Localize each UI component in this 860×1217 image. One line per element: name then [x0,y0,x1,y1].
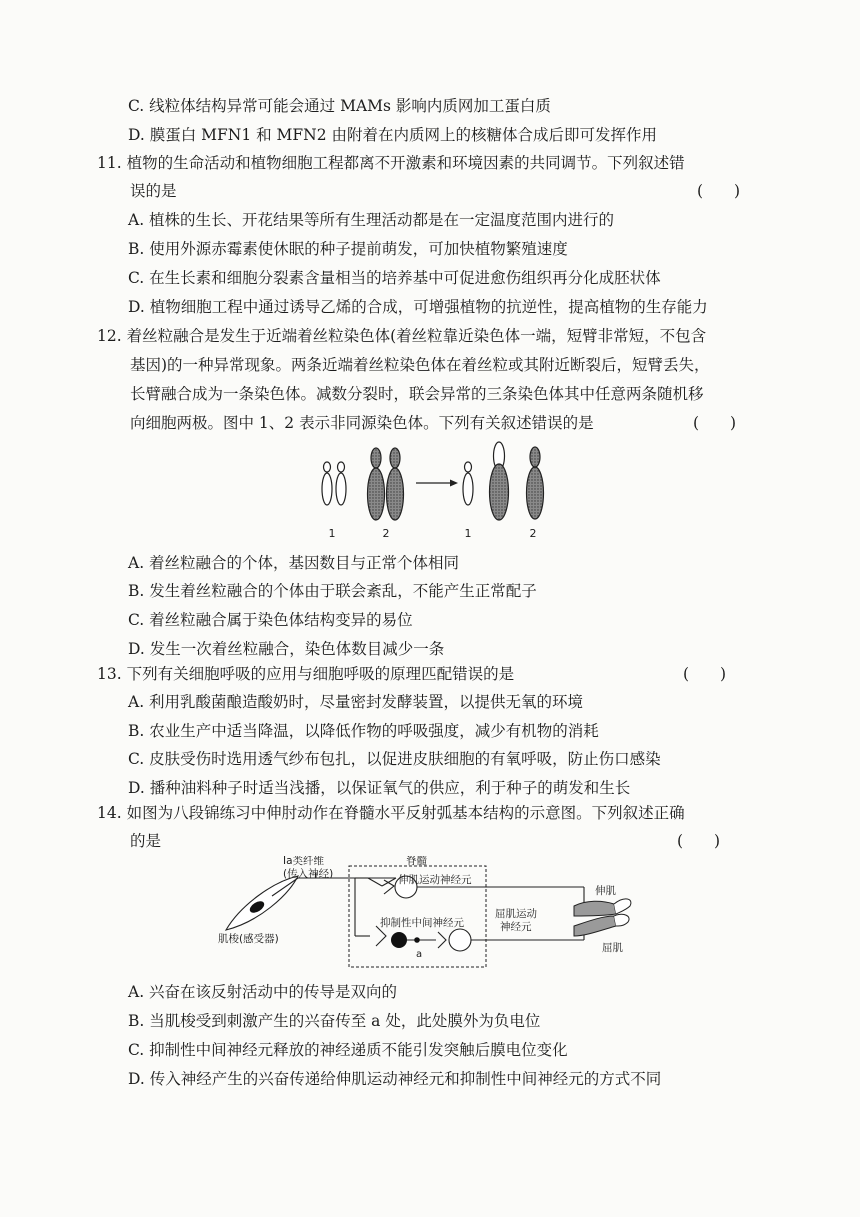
q12-option-b: B. 发生着丝粒融合的个体由于联会紊乱，不能产生正常配子 [128,582,537,600]
q14-stem-line1: 14. 如图为八段锦练习中伸肘动作在脊髓水平反射弧基本结构的示意图。下列叙述正确 [97,804,685,822]
q13-option-c: C. 皮肤受伤时选用透气纱布包扎，以促进皮肤细胞的有氧呼吸，防止伤口感染 [128,750,661,768]
label-extensor-muscle: 伸肌 [595,885,616,897]
muscle-spindle [226,876,298,930]
q12-stem-line3: 长臂融合成为一条染色体。减数分裂时，联会异常的三条染色体其中任意两条随机移 [130,385,704,403]
q14-stem-line2: 的是 [130,832,162,850]
chromosome-1-after [463,462,473,505]
label-muscle-spindle: 肌梭(感受器) [218,933,279,945]
inhibitory-interneuron [391,932,436,948]
chromosome-2-pair-before [368,448,404,520]
q11-option-a: A. 植株的生长、开花结果等所有生理活动都是在一定温度范围内进行的 [128,211,615,229]
q11-option-b: B. 使用外源赤霉素使休眠的种子提前萌发，可加快植物繁殖速度 [128,240,568,258]
label-inhibitory-interneuron: 抑制性中间神经元 [380,917,464,929]
q13-option-a: A. 利用乳酸菌酿造酸奶时，尽量密封发酵装置，以提供无氧的环境 [128,693,584,711]
q12-option-d: D. 发生一次着丝粒融合，染色体数目减少一条 [128,640,445,658]
flexor-muscle [574,914,629,936]
label-afferent-nerve: (传入神经) [283,868,334,880]
q13-option-b: B. 农业生产中适当降温，以降低作物的呼吸强度，减少有机物的消耗 [128,722,599,740]
point-a-marker [414,937,420,943]
label-point-a: a [416,949,423,960]
q14-option-a: A. 兴奋在该反射活动中的传导是双向的 [128,983,398,1001]
q11-option-d: D. 植物细胞工程中通过诱导乙烯的合成，可增强植物的抗逆性，提高植物的生存能力 [128,298,708,316]
fig-label-1-after: 1 [464,527,472,540]
q10-option-c: C. 线粒体结构异常可能会通过 MAMs 影响内质网加工蛋白质 [128,97,551,115]
arrow-icon [416,480,458,487]
q11-stem-line2: 误的是 [130,182,177,200]
label-flexor-muscle: 屈肌 [602,942,623,954]
q13-answer-paren: ( ) [683,665,727,683]
chromosome-figure [300,440,570,548]
q11-answer-paren: ( ) [697,182,741,200]
q14-option-c: C. 抑制性中间神经元释放的神经递质不能引发突触后膜电位变化 [128,1041,568,1059]
q11-option-c: C. 在生长素和细胞分裂素含量相当的培养基中可促进愈伤组织再分化成胚状体 [128,269,661,287]
fused-chromosome [490,442,509,520]
chromosome-1-pair-before [322,462,346,505]
q14-option-d: D. 传入神经产生的兴奋传递给伸肌运动神经元和抑制性中间神经元的方式不同 [128,1070,662,1088]
q10-option-d: D. 膜蛋白 MFN1 和 MFN2 由附着在内质网上的核糖体合成后即可发挥作用 [128,126,658,144]
label-ia-fiber: Ia类纤维 [283,856,325,867]
q14-answer-paren: ( ) [677,832,721,850]
q13-stem-line1: 13. 下列有关细胞呼吸的应用与细胞呼吸的原理匹配错误的是 [97,665,515,683]
fig-label-1-before: 1 [328,527,336,540]
q12-option-c: C. 着丝粒融合属于染色体结构变异的易位 [128,611,413,629]
q12-stem-line2: 基因)的一种异常现象。两条近端着丝粒染色体在着丝粒或其附近断裂后，短臂丢失， [130,356,710,374]
extensor-muscle [574,899,631,916]
fig-label-2-before: 2 [382,527,390,540]
q12-option-a: A. 着丝粒融合的个体，基因数目与正常个体相同 [128,554,460,572]
q12-stem-line1: 12. 着丝粒融合是发生于近端着丝粒染色体(着丝粒靠近染色体一端，短臂非常短，不包含 [97,327,707,345]
label-extensor-motor-neuron: 伸肌运动神经元 [398,874,472,886]
fig-label-2-after: 2 [529,527,537,540]
q12-answer-paren: ( ) [693,414,737,432]
q12-stem-line4: 向细胞两极。图中 1、2 表示非同源染色体。下列有关叙述错误的是 [130,414,594,432]
label-flexor-motor-neuron-line2: 神经元 [500,921,532,933]
q11-stem-line1: 11. 植物的生命活动和植物细胞工程都离不开激素和环境因素的共同调节。下列叙述错 [97,154,685,172]
chromosome-2-after [527,447,544,519]
reflex-arc-figure [210,856,640,974]
label-flexor-motor-neuron-line1: 屈肌运动 [495,908,537,920]
q13-option-d: D. 播种油料种子时适当浅播，以保证氧气的供应，利于种子的萌发和生长 [128,779,631,797]
flexor-motor-neuron [449,929,471,951]
q14-option-b: B. 当肌梭受到刺激产生的兴奋传至 a 处，此处膜外为负电位 [128,1012,541,1030]
label-spinal-cord: 脊髓 [406,856,427,867]
